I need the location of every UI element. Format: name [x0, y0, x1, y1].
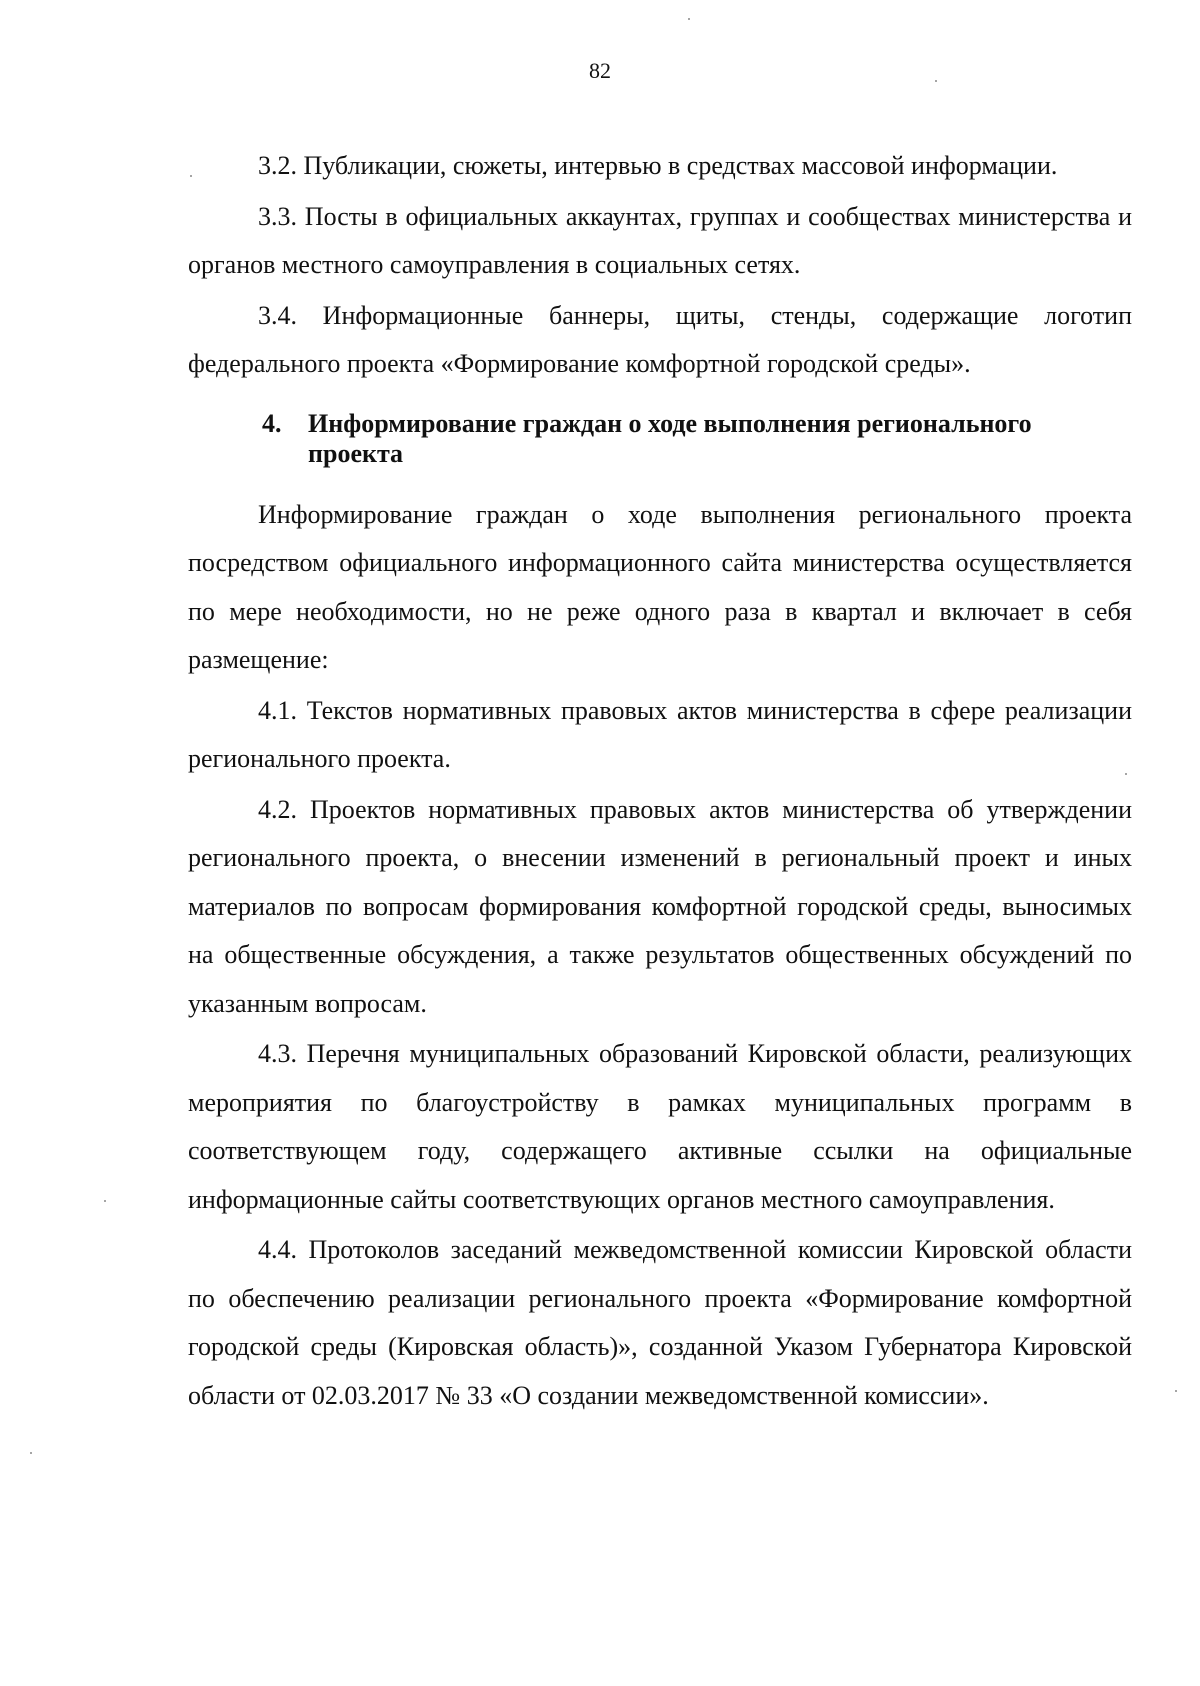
scan-speck	[688, 18, 690, 20]
document-body	[188, 142, 1132, 1420]
section-title: Информирование граждан о ходе выполнения регионального проекта	[308, 408, 1032, 468]
paragraph-3-2: 3.2. Публикации, сюжеты, интервью в средствах массовой информации.	[258, 151, 1058, 180]
scan-speck	[1175, 1390, 1177, 1392]
page-number: 82	[589, 58, 611, 83]
paragraph-4-1: 4.1. Текстов нормативных правовых актов министерства в сфере реализации регионального проекта.	[188, 695, 1132, 773]
paragraph-4-4: 4.4. Протоколов заседаний межведомственной комиссии Кировской области по обеспечению реализации регионального проекта «Формирование комфортной городской среды (Кировская область)», созданной Указом Губернатора Кировской области от 02.03.2017 № 33 «О создании межведомственной комиссии».	[188, 1235, 1132, 1410]
scan-speck	[30, 1452, 32, 1454]
paragraph-4-3: 4.3. Перечня муниципальных образований Кировской области, реализующих мероприятия по благоустройству в рамках муниципальных программ в соответствующем году, содержащего активные ссылки на официальные информационные сайты соответствующих органов местного самоуправления.	[188, 1039, 1132, 1214]
paragraph-4-2: 4.2. Проектов нормативных правовых актов министерства об утверждении регионального проекта, о внесении изменений в региональный проект и иных материалов по вопросам формирования комфортной городской среды, выносимых на общественные обсуждения, а также результатов общественных обсуждений по указанным вопросам.	[188, 794, 1132, 1018]
paragraph-intro: Информирование граждан о ходе выполнения регионального проекта посредством официального информационного сайта министерства осуществляется по мере необходимости, но не реже одного раза в квартал и включает в себя размещение:	[188, 499, 1132, 674]
section-heading	[188, 409, 1132, 469]
paragraph-3-3: 3.3. Посты в официальных аккаунтах, группах и сообществах министерства и органов местного самоуправления в социальных сетях.	[188, 201, 1132, 279]
section-number: 4.	[262, 408, 282, 438]
paragraph-3-4: 3.4. Информационные баннеры, щиты, стенды, содержащие логотип федерального проекта «Формирование комфортной городской среды».	[188, 300, 1132, 378]
scan-speck	[104, 1200, 106, 1202]
